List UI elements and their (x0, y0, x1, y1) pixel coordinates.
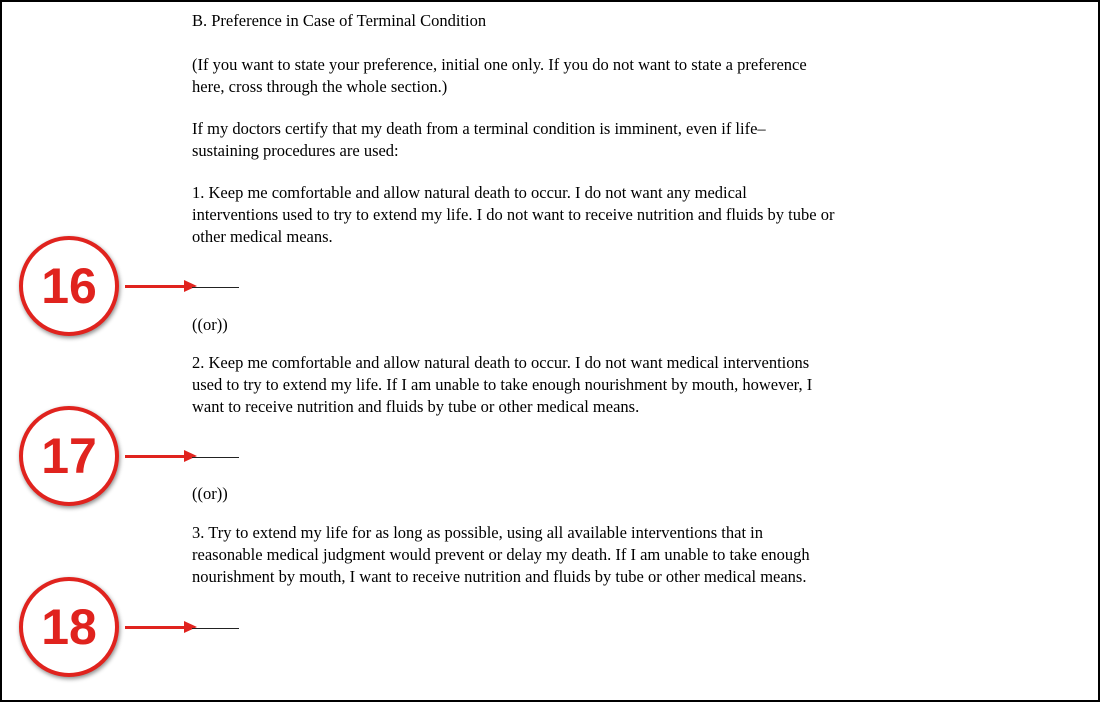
option-line: 3. Try to extend my life for as long as possible, using all available interventions that in (192, 523, 763, 542)
option-line: reasonable medical judgment would prevent or delay my death. If I am unable to take enough (192, 545, 810, 564)
initial-field-option-1[interactable] (192, 287, 239, 288)
option-line: interventions used to try to extend my life. I do not want to receive nutrition and fluids by tube or (192, 205, 835, 224)
callout-arrow-16 (125, 285, 185, 288)
or-separator: ((or)) (192, 315, 228, 334)
section-title: B. Preference in Case of Terminal Condition (192, 11, 487, 30)
callout-arrow-17 (125, 455, 185, 458)
initial-field-option-3[interactable] (192, 628, 239, 629)
initial-field-option-2[interactable] (192, 457, 239, 458)
intro-line: sustaining procedures are used: (192, 141, 399, 160)
option-2-text (192, 352, 812, 418)
option-line: other medical means. (192, 227, 333, 246)
option-3-text (192, 522, 810, 588)
option-1-text (192, 182, 834, 248)
option-line: want to receive nutrition and fluids by tube or other medical means. (192, 397, 640, 416)
callout-badge-18: 18 (19, 577, 119, 677)
intro-paragraph (192, 118, 766, 162)
option-line: 2. Keep me comfortable and allow natural death to occur. I do not want medical interventions (192, 353, 810, 372)
intro-line: If my doctors certify that my death from a terminal condition is imminent, even if life– (192, 119, 766, 138)
or-separator: ((or)) (192, 484, 228, 503)
callout-badge-16: 16 (19, 236, 119, 336)
option-line: nourishment by mouth, I want to receive nutrition and fluids by tube or other medical means. (192, 567, 807, 586)
callout-arrow-18 (125, 626, 185, 629)
instructions-line: (If you want to state your preference, initial one only. If you do not want to state a preference (192, 55, 807, 74)
instructions-line: here, cross through the whole section.) (192, 77, 448, 96)
option-line: used to try to extend my life. If I am unable to take enough nourishment by mouth, however, I (192, 375, 813, 394)
callout-badge-17: 17 (19, 406, 119, 506)
option-line: 1. Keep me comfortable and allow natural death to occur. I do not want any medical (192, 183, 747, 202)
instructions (192, 54, 807, 98)
